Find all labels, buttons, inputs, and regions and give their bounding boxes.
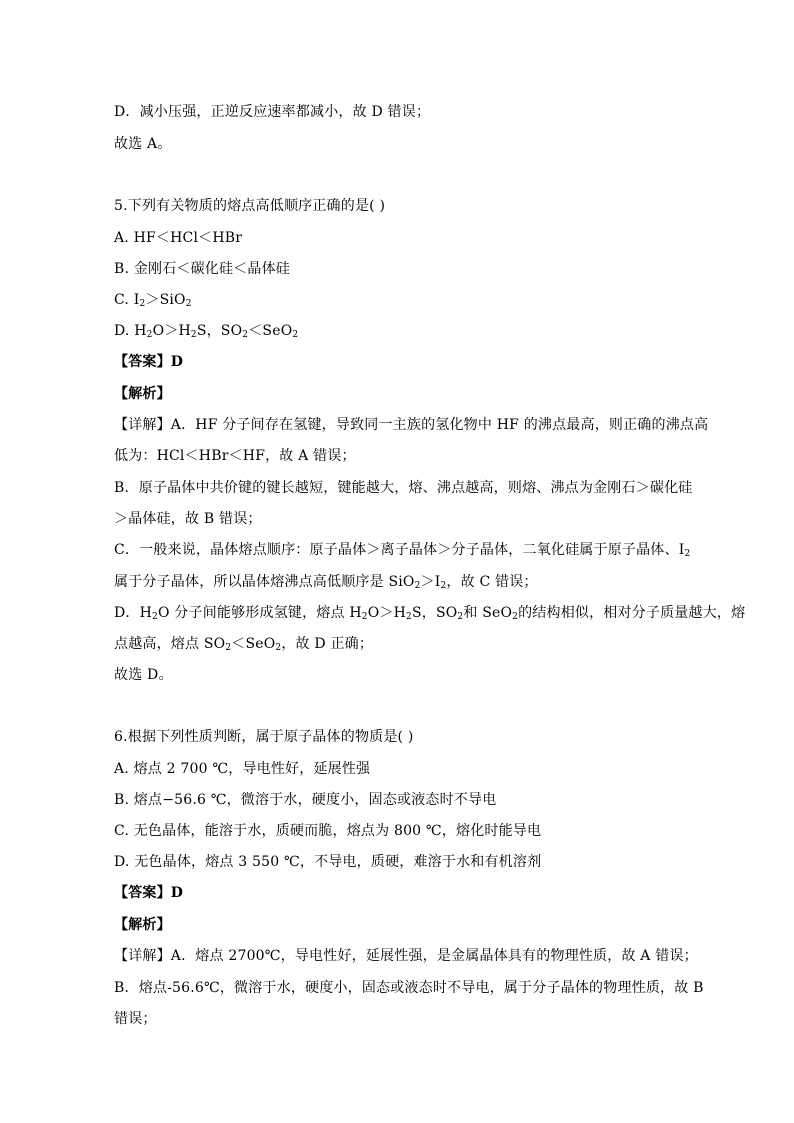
q5-detail-a-line2: 低为：HCl＜HBr＜HF，故 A 错误； [114, 448, 356, 464]
q5-option-d: D. $H_2O>H_2S$，$SO_2<SeO_2$ [114, 323, 299, 340]
q6-answer: 【答案】D [114, 885, 184, 901]
q5-analysis-heading: 【解析】 [114, 386, 171, 402]
q5-answer: 【答案】D [114, 354, 184, 370]
q6-detail-a: 【详解】A．熔点 2700℃，导电性好，延展性强，是金属晶体具有的物理性质，故 A 错误； [114, 948, 698, 964]
q6-option-a: A. 熔点 2 700 ℃，导电性好，延展性强 [114, 761, 371, 777]
q5-detail-d-line1: D．$H_2O$ 分子间能够形成氢键，熔点 $H_2O>H_2S$，$SO_2$和 SeO$_2$的结构相似，相对分子质量越大，熔 [114, 605, 746, 622]
q5-detail-c-line1: C．一般来说，晶体熔点顺序：原子晶体＞离子晶体＞分子晶体，二氧化硅属于原子晶体、$I_2$ [114, 542, 691, 559]
q5-option-b: B. 金刚石＜碳化硅＜晶体硅 [114, 261, 290, 277]
q6-option-d: D. 无色晶体，熔点 3 550 ℃，不导电，质硬，难溶于水和有机溶剂 [114, 854, 542, 870]
q5-conclusion: 故选 D。 [114, 667, 173, 683]
q6-analysis-heading: 【解析】 [114, 917, 171, 933]
q5-detail-a-line1: 【详解】A．HF 分子间存在氢键，导致同一主族的氢化物中 HF 的沸点最高，则正确的沸点高 [114, 417, 709, 433]
q6-stem: 6.根据下列性质判断，属于原子晶体的物质是( ) [114, 729, 414, 745]
q4-conclusion: 故选 A。 [114, 136, 172, 152]
q5-stem: 5.下列有关物质的熔点高低顺序正确的是( ) [114, 198, 386, 214]
q6-option-c: C. 无色晶体，能溶于水，质硬而脆，熔点为 800 ℃，熔化时能导电 [114, 823, 542, 839]
q5-detail-b-line2: ＞晶体硅，故 B 错误； [114, 511, 262, 527]
q6-option-b: B. 熔点−56.6 ℃，微溶于水，硬度小，固态或液态时不导电 [114, 792, 497, 808]
q5-option-c: C. $I_2>SiO_2$ [114, 292, 192, 309]
q6-detail-b-line1: B．熔点-56.6℃，微溶于水，硬度小，固态或液态时不导电，属于分子晶体的物理性质，故 B [114, 980, 704, 996]
q5-detail-d-line2: 点越高，熔点 $SO_2<SeO_2$，故 D 正确； [114, 636, 374, 653]
q5-option-a: A. HF＜HCl＜HBr [114, 230, 243, 246]
q5-detail-b-line1: B．原子晶体中共价键的键长越短，键能越大，熔、沸点越高，则熔、沸点为金刚石＞碳化硅 [114, 480, 693, 496]
q4-option-d-explanation: D．减小压强，正逆反应速率都减小，故 D 错误； [114, 104, 431, 120]
q6-detail-b-line2: 错误； [114, 1011, 157, 1027]
q5-detail-c-line2: 属于分子晶体，所以晶体熔沸点高低顺序是 $SiO_2>I_2$，故 C 错误； [114, 574, 538, 591]
